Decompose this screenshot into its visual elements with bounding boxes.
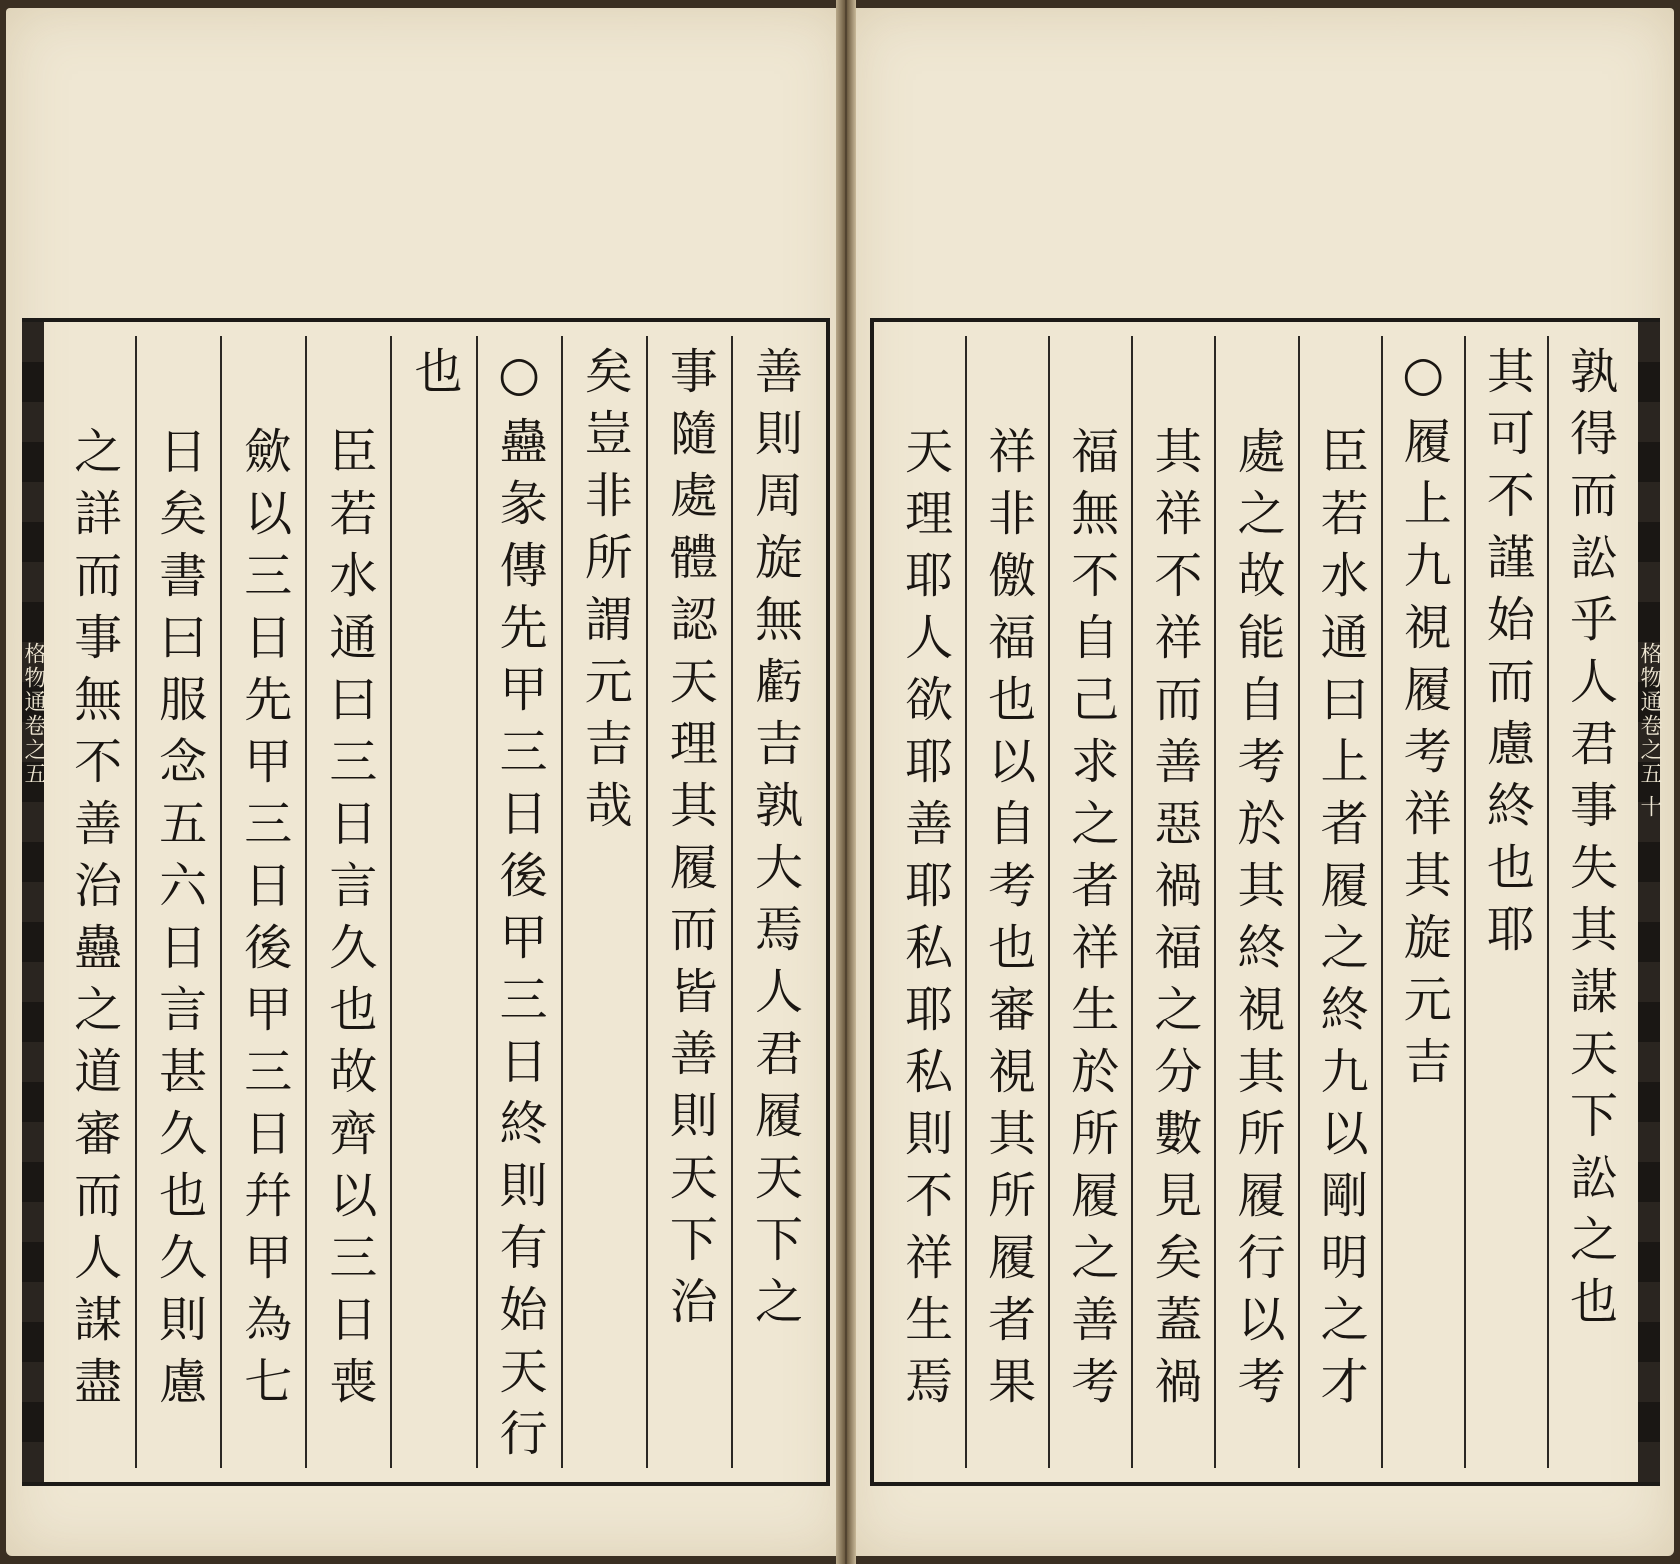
left-print-frame bbox=[22, 318, 830, 1486]
book-gutter bbox=[836, 0, 856, 1564]
text-column bbox=[731, 336, 816, 1468]
text-column bbox=[561, 336, 646, 1468]
column-text: 事隨處體認天理其履而皆善則天下治 bbox=[661, 346, 718, 1338]
column-text: ○履上九視履考祥其旋元吉 bbox=[1395, 346, 1452, 1098]
column-text: 祥非儌福也以自考也審視其所履者果 bbox=[979, 426, 1036, 1418]
column-text: 歛以三日先甲三日後甲三日幷甲為七 bbox=[235, 426, 292, 1418]
text-column bbox=[135, 336, 220, 1468]
column-text: 矣豈非所謂元吉哉 bbox=[576, 346, 633, 842]
right-page bbox=[850, 8, 1674, 1556]
right-fold-label: 格物通卷之五 十 bbox=[1637, 642, 1662, 819]
left-text-columns bbox=[52, 336, 816, 1468]
text-column bbox=[965, 336, 1048, 1468]
left-page bbox=[6, 8, 846, 1556]
text-column bbox=[305, 336, 390, 1468]
text-column bbox=[884, 336, 965, 1468]
text-column bbox=[1547, 336, 1630, 1468]
right-print-frame bbox=[870, 318, 1660, 1486]
column-text: 之詳而事無不善治蠱之道審而人謀盡 bbox=[65, 426, 122, 1418]
column-text: ○蠱彖傳先甲三日後甲三日終則有始天行 bbox=[491, 346, 548, 1470]
text-column bbox=[390, 336, 475, 1468]
right-fold-strip bbox=[1638, 322, 1660, 1482]
column-text: 孰得而訟乎人君事失其謀天下訟之也 bbox=[1561, 346, 1618, 1338]
right-text-columns bbox=[884, 336, 1630, 1468]
text-column bbox=[1464, 336, 1547, 1468]
text-column bbox=[1214, 336, 1297, 1468]
column-text: 臣若水通曰上者履之終九以剛明之才 bbox=[1312, 426, 1369, 1418]
text-column bbox=[1131, 336, 1214, 1468]
text-column bbox=[220, 336, 305, 1468]
column-text: 福無不自己求之者祥生於所履之善考 bbox=[1062, 426, 1119, 1418]
text-column bbox=[52, 336, 135, 1468]
column-text: 日矣書曰服念五六日言甚久也久則慮 bbox=[150, 426, 207, 1418]
column-text: 臣若水通曰三日言久也故齊以三日喪 bbox=[320, 426, 377, 1418]
text-column bbox=[1048, 336, 1131, 1468]
left-fold-strip bbox=[22, 322, 44, 1482]
left-fold-label: 格物通卷之五 bbox=[21, 642, 46, 786]
text-column bbox=[1298, 336, 1381, 1468]
column-text: 處之故能自考於其終視其所履行以考 bbox=[1229, 426, 1285, 1418]
column-text: 善則周旋無虧吉孰大焉人君履天下之 bbox=[746, 346, 803, 1338]
column-text: 其可不謹始而慮終也耶 bbox=[1478, 346, 1535, 966]
text-column bbox=[646, 336, 731, 1468]
column-text: 其祥不祥而善惡禍福之分數見矣蓋禍 bbox=[1145, 426, 1202, 1418]
text-column bbox=[476, 336, 561, 1468]
text-column bbox=[1381, 336, 1464, 1468]
column-text: 也 bbox=[406, 346, 462, 408]
column-text: 天理耶人欲耶善耶私耶私則不祥生焉 bbox=[896, 426, 953, 1418]
